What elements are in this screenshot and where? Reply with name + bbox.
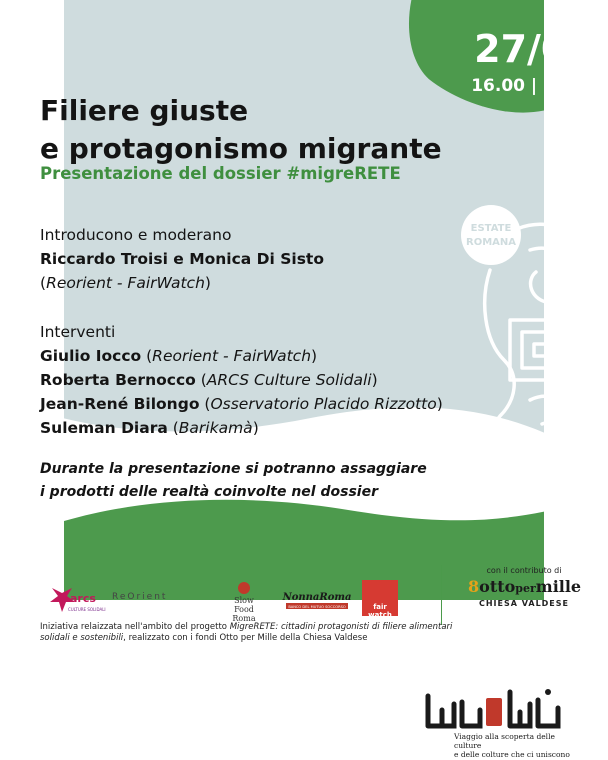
initiative-project: MigreRETE: cittadini protagonisti di filiere alimentari solidali e sostenibili [40, 622, 453, 643]
title-line-2: e protagonismo migrante [40, 132, 442, 165]
arcs-logo [48, 582, 106, 616]
tasting-note [40, 458, 427, 504]
speaker-row: Suleman Diara (Barikamà) [40, 419, 259, 437]
slowfood-city: Roma [232, 614, 256, 623]
slowfood-logo [224, 582, 264, 623]
note-line-2: i prodotti delle realtà coinvolte nel dossier [40, 484, 378, 500]
otto-number: 8 [468, 577, 480, 596]
estate-romana-logo [456, 200, 526, 270]
nonnaroma-logo [284, 588, 350, 610]
speaker-name: Suleman Diara [40, 419, 168, 437]
paren-close: ) [204, 274, 211, 292]
event-time: 16.00 | 17.00 [471, 76, 597, 96]
mille-word: mille [535, 577, 582, 596]
brand-logo [424, 682, 564, 732]
event-location: Roma, Piazza Vittorio [40, 700, 264, 721]
per-word: per [515, 582, 536, 595]
event-subtitle: Presentazione del dossier #migreRETE [40, 164, 401, 183]
estate-line-1: ESTATE [470, 223, 512, 234]
chiesa-valdese: CHIESA VALDESE [478, 599, 569, 608]
brand-tagline-line-2: e delle colture che ci uniscono [454, 750, 570, 759]
contribution-block [468, 566, 580, 608]
partner-logos [40, 578, 420, 623]
logos-divider [441, 565, 442, 625]
nonnaroma-name: NonnaRoma [282, 592, 352, 603]
brand-tagline [454, 732, 584, 759]
otto-per-mille-logo [468, 579, 580, 597]
speaker-affiliation: Barikamà [178, 419, 253, 437]
event-date: 27/09 [474, 27, 594, 71]
reorient-logo: ReOrient [112, 592, 168, 602]
speaker-name: Jean-René Bilongo [40, 395, 200, 413]
speaker-name: Giulio Iocco [40, 347, 142, 365]
speaker-row: Giulio Iocco (Reorient - FairWatch) [40, 347, 318, 365]
arcs-sub: CULTURE SOLIDALI [68, 607, 106, 612]
speakers-section [40, 320, 443, 440]
paren-open: ( [40, 274, 47, 292]
snail-icon [238, 582, 250, 594]
moderators-names: Riccardo Troisi e Monica Di Sisto [40, 250, 324, 268]
affiliation-text: Reorient - FairWatch [46, 274, 205, 292]
initiative-pre: Iniziativa relaizzata nell'ambito del progetto [40, 622, 230, 632]
contribution-label: con il contributo di [486, 566, 562, 575]
initiative-post: , realizzato con i fondi Otto per Mille della Chiesa Valdese [123, 633, 368, 643]
slowfood-name: Slow Food [234, 596, 254, 614]
date-badge [460, 28, 608, 96]
speaker-name: Roberta Bernocco [40, 371, 196, 389]
moderators-affiliation [40, 271, 324, 295]
fairwatch-logo: fair watch [362, 580, 398, 616]
speaker-affiliation: Reorient - FairWatch [152, 347, 312, 365]
arcs-name: arcs [70, 592, 96, 605]
speakers-label: Interventi [40, 323, 116, 341]
initiative-credits [40, 622, 460, 644]
speaker-row: Jean-René Bilongo (Osservatorio Placido Rizzotto) [40, 395, 443, 413]
intro-label: Introducono e moderano [40, 226, 232, 244]
speaker-row: Roberta Bernocco (ARCS Culture Solidali) [40, 371, 378, 389]
note-line-1: Durante la presentazione si potranno assaggiare [40, 461, 427, 477]
brand-tagline-line-1: Viaggio alla scoperta delle culture [454, 732, 555, 750]
title-line-1: Filiere giuste [40, 94, 249, 127]
otto-word: otto [479, 577, 516, 596]
event-title [40, 92, 460, 168]
speaker-affiliation: ARCS Culture Solidali [206, 371, 372, 389]
speaker-affiliation: Osservatorio Placido Rizzotto [210, 395, 437, 413]
intro-section [40, 223, 324, 295]
estate-line-2: ROMANA [466, 237, 516, 248]
nonnaroma-sub: BANCO DEL MUTUO SOCCORSO [288, 605, 346, 609]
